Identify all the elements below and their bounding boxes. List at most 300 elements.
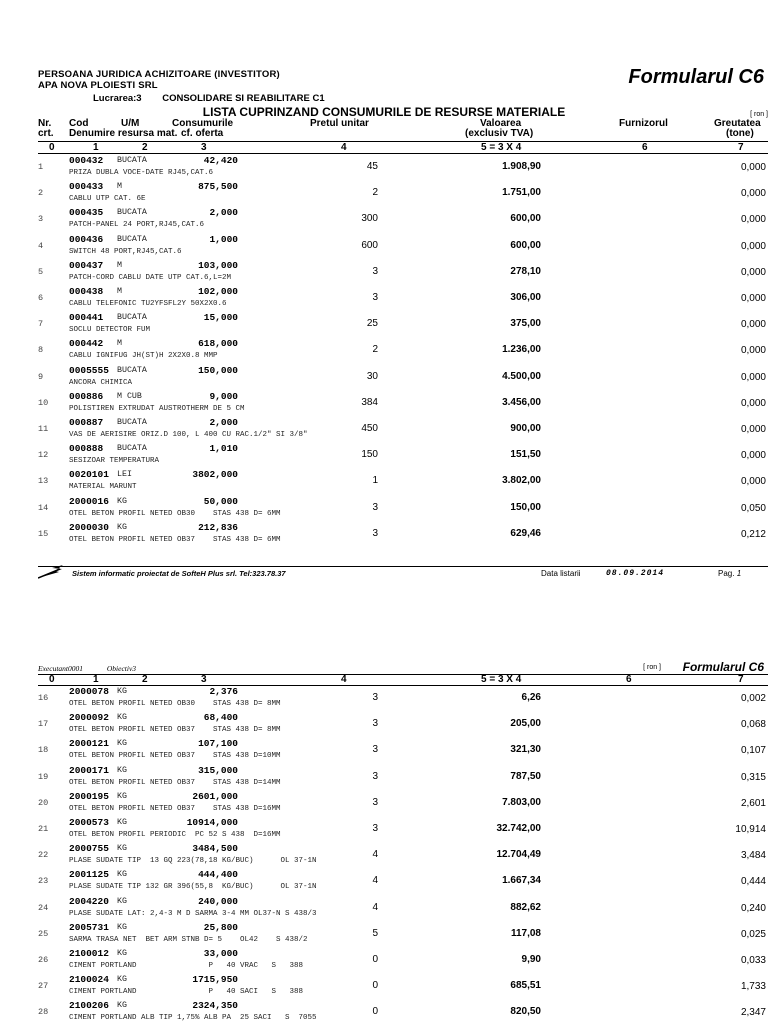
col-num-5: 5 = 3 X 4 (481, 674, 522, 685)
quantity: 2601,000 (192, 790, 238, 802)
resource-description: CABLU IGNIFUG JH(ST)H 2X2X0.8 MMP (69, 352, 218, 361)
resource-description: OTEL BETON PROFIL NETED OB37 STAS 438 D= 6MM (69, 535, 281, 544)
table-row (0, 948, 768, 974)
resource-code: 2000121 (69, 738, 109, 750)
quantity: 10914,000 (186, 817, 238, 828)
unit-of-measure: BUCATA (117, 418, 147, 427)
col-num-3: 3 (201, 142, 207, 153)
weight: 0,000 (740, 397, 766, 409)
unit-of-measure: KG (117, 713, 127, 723)
weight: 0,025 (740, 928, 766, 940)
unit-of-measure: M (117, 182, 122, 192)
weight: 0,000 (740, 424, 766, 435)
resource-code: 2000195 (69, 790, 109, 802)
weight: 2,601 (740, 797, 766, 809)
resource-code: 2100012 (69, 948, 109, 959)
row-number: 19 (38, 771, 49, 782)
table-row (0, 686, 768, 712)
row-number: 5 (38, 266, 44, 277)
quantity: 15,000 (203, 312, 238, 324)
resource-description: PATCH-PANEL 24 PORT,RJ45,CAT.6 (69, 221, 205, 230)
col-num-0: 0 (49, 674, 55, 685)
quantity: 50,000 (203, 495, 238, 507)
unit-price: 3 (372, 501, 378, 513)
resource-code: 000887 (69, 417, 104, 428)
resource-code: 000438 (69, 286, 104, 297)
unit-of-measure: KG (117, 687, 127, 696)
resource-code: 2000171 (69, 764, 109, 776)
resource-code: 000888 (69, 443, 104, 455)
value: 1.236,00 (502, 344, 541, 356)
resource-code: 000436 (69, 233, 104, 245)
col-valoarea: Valoarea (480, 118, 522, 129)
quantity: 1,010 (209, 443, 238, 455)
col-num-1: 1 (93, 142, 99, 153)
arrow-logo-icon (38, 565, 64, 579)
col-num-4: 4 (341, 142, 347, 153)
resource-description: OTEL BETON PROFIL NETED OB37 STAS 438 D=14MM (69, 778, 281, 787)
unit-price: 0 (372, 980, 378, 992)
unit-price: 3 (372, 718, 378, 730)
obiectiv-label: Obiectiv3 (106, 664, 137, 673)
footer-page-label: Pag. (718, 569, 735, 578)
weight: 0,000 (740, 450, 766, 462)
quantity: 150,000 (198, 364, 238, 376)
unit-price: 0 (372, 954, 378, 965)
resource-description: CIMENT PORTLAND P 40 SACI S 388 (69, 988, 304, 997)
unit-price: 300 (361, 213, 378, 225)
resource-description: PRIZA DUBLA VOCE-DATE RJ45,CAT.6 (69, 169, 214, 177)
row-number: 27 (38, 981, 49, 992)
resource-description: CABLU UTP CAT. 6E (69, 195, 146, 204)
table-row (0, 286, 768, 312)
resource-description: SWITCH 48 PORT,RJ45,CAT.6 (69, 247, 182, 256)
unit-of-measure: KG (117, 975, 127, 985)
entity-name: APA NOVA PLOIESTI SRL (38, 80, 158, 91)
unit-price: 3 (372, 796, 378, 808)
resource-code: 2100024 (69, 974, 109, 986)
unit-of-measure: BUCATA (117, 208, 147, 218)
unit-of-measure: BUCATA (117, 156, 147, 165)
resource-description: OTEL BETON PROFIL NETED OB30 STAS 438 D= 8MM (69, 700, 281, 708)
quantity: 68,400 (203, 712, 238, 724)
value: 1.667,34 (502, 875, 541, 887)
page-2-meta (38, 664, 158, 673)
unit-of-measure: BUCATA (117, 313, 147, 323)
col-num-7: 7 (738, 142, 744, 153)
value: 820,50 (510, 1006, 541, 1018)
unit-price: 1 (372, 475, 378, 487)
unit-price: 4 (372, 901, 378, 913)
row-number: 16 (38, 693, 49, 703)
row-number: 3 (38, 214, 44, 225)
quantity: 1,000 (209, 233, 238, 245)
form-title: Formularul C6 (628, 66, 764, 88)
table-row (0, 896, 768, 922)
weight: 2,347 (740, 1007, 766, 1019)
footer-date-label: Data listarii (541, 569, 581, 578)
value: 6,26 (521, 692, 541, 703)
unit-of-measure: BUCATA (117, 444, 147, 454)
row-number: 20 (38, 797, 49, 808)
unit-price: 45 (366, 161, 378, 172)
table-row (0, 155, 768, 181)
unit-price: 150 (361, 449, 378, 461)
resource-code: 000433 (69, 181, 104, 193)
row-number: 22 (38, 850, 49, 861)
resource-description: OTEL BETON PROFIL NETED OB30 STAS 438 D= 6MM (69, 509, 281, 518)
footer-system-text: Sistem informatic proiectat de SofteH Plus srl. Tel:323.78.37 (72, 569, 286, 578)
weight: 0,000 (740, 214, 766, 226)
weight: 10,914 (735, 824, 766, 835)
table-row (0, 181, 768, 207)
page-2-currency: [ ron ] (643, 664, 661, 671)
resource-description: SOCLU DETECTOR FUM (69, 326, 151, 335)
weight: 0,000 (740, 345, 766, 357)
resource-code: 2000573 (69, 817, 109, 828)
row-number: 26 (38, 955, 49, 965)
unit-of-measure: KG (117, 739, 127, 749)
quantity: 1715,950 (192, 974, 238, 986)
table-row (0, 234, 768, 260)
weight: 0,000 (740, 266, 766, 278)
resource-description: PATCH-CORD CABLU DATE UTP CAT.6,L=2M (69, 273, 232, 282)
unit-price: 3 (372, 744, 378, 756)
weight: 0,240 (740, 902, 766, 914)
value: 306,00 (510, 292, 541, 303)
unit-price: 3 (372, 527, 378, 539)
resource-code: 000442 (69, 338, 104, 350)
value: 151,50 (510, 449, 541, 461)
quantity: 2,000 (209, 207, 238, 219)
quantity: 3484,500 (192, 843, 238, 855)
row-number: 28 (38, 1007, 49, 1018)
table-row (0, 469, 768, 495)
table-row (0, 522, 768, 548)
unit-price: 600 (361, 239, 378, 251)
unit-of-measure: KG (117, 844, 127, 854)
weight: 0,000 (740, 293, 766, 304)
value: 12.704,49 (496, 849, 541, 861)
resource-code: 000441 (69, 312, 104, 324)
quantity: 102,000 (198, 286, 238, 297)
row-number: 18 (38, 745, 49, 756)
unit-price: 450 (361, 423, 378, 434)
unit-of-measure: M (117, 260, 122, 270)
resource-description: CABLU TELEFONIC TU2YFSFL2Y 50X2X0.6 (69, 300, 227, 308)
quantity: 2,376 (209, 686, 238, 697)
unit-price: 2 (372, 344, 378, 356)
footer-divider (38, 566, 768, 567)
currency-label: [ ron ] (750, 111, 768, 118)
unit-price: 4 (372, 875, 378, 887)
resource-description: OTEL BETON PROFIL PERIODIC PC 52 S 438 D=16MM (69, 831, 281, 839)
unit-price: 25 (366, 318, 378, 330)
weight: 1,733 (740, 981, 766, 993)
row-number: 10 (38, 397, 49, 408)
resource-code: 2000092 (69, 712, 109, 724)
footer-date: 08.09.2014 (606, 569, 665, 578)
resource-description: VAS DE AERISIRE ORIZ.D 100, L 400 CU RAC.1/2" SI 3/8" (69, 431, 308, 439)
table-row (0, 843, 768, 869)
table-row (0, 260, 768, 286)
row-number: 9 (38, 371, 44, 382)
unit-price: 3 (372, 692, 378, 703)
quantity: 33,000 (203, 948, 238, 959)
weight: 0,000 (740, 476, 766, 488)
entity-label: PERSOANA JURIDICA ACHIZITOARE (INVESTITOR) (38, 69, 280, 80)
table-row (0, 817, 768, 843)
unit-of-measure: KG (117, 522, 127, 532)
table-row (0, 765, 768, 791)
page-2-form-title: Formularul C6 (682, 660, 764, 674)
row-number: 6 (38, 293, 44, 303)
col-greutatea: Greutatea (714, 118, 761, 129)
table-row (0, 922, 768, 948)
unit-of-measure: M (117, 287, 122, 296)
resource-code: 2100206 (69, 1000, 109, 1012)
quantity: 875,500 (198, 181, 238, 193)
footer-page (718, 569, 741, 578)
resource-description: OTEL BETON PROFIL NETED OB37 STAS 438 D=16MM (69, 804, 281, 813)
resource-code: 0005555 (69, 364, 109, 376)
document-title: LISTA CUPRINZAND CONSUMURILE DE RESURSE MATERIALE (202, 105, 566, 119)
resource-code: 000432 (69, 155, 104, 166)
resource-code: 000886 (69, 390, 104, 402)
table-row (0, 869, 768, 895)
unit-of-measure: KG (117, 896, 127, 906)
row-number: 4 (38, 240, 44, 251)
value: 787,50 (510, 770, 541, 782)
row-number: 13 (38, 476, 49, 487)
quantity: 107,100 (198, 738, 238, 750)
quantity: 444,400 (198, 869, 238, 881)
col-cf-oferta: cf. oferta (181, 128, 224, 139)
unit-price: 3 (372, 823, 378, 834)
col-num-7: 7 (738, 674, 744, 685)
weight: 0,107 (740, 745, 766, 757)
resource-description: OTEL BETON PROFIL NETED OB37 STAS 438 D= 8MM (69, 726, 281, 735)
resource-description: POLISTIREN EXTRUDAT AUSTROTHERM DE 5 CM (69, 404, 245, 413)
resource-code: 2000755 (69, 843, 109, 855)
table-row (0, 443, 768, 469)
weight: 3,484 (740, 850, 766, 862)
unit-price: 3 (372, 292, 378, 303)
unit-of-measure: KG (117, 791, 127, 801)
resource-code: 000437 (69, 259, 104, 271)
row-number: 2 (38, 188, 44, 199)
col-consumurile: Consumurile (172, 118, 234, 129)
quantity: 3802,000 (192, 469, 238, 481)
unit-of-measure: M (117, 339, 122, 349)
unit-of-measure: M CUB (117, 391, 142, 401)
unit-price: 5 (372, 927, 378, 939)
table-row (0, 391, 768, 417)
resource-code: 2000030 (69, 521, 109, 533)
resource-code: 2000078 (69, 686, 109, 697)
value: 150,00 (510, 501, 541, 513)
value: 375,00 (510, 318, 541, 330)
resource-description: MATERIAL MARUNT (69, 483, 137, 492)
col-num-2: 2 (142, 142, 148, 153)
lucrarea-name: CONSOLIDARE SI REABILITARE C1 (162, 93, 325, 104)
resource-description: SESIZOAR TEMPERATURA (69, 457, 160, 466)
row-number: 12 (38, 450, 49, 461)
value: 3.456,00 (502, 396, 541, 408)
row-number: 7 (38, 319, 44, 330)
col-num-5: 5 = 3 X 4 (481, 142, 522, 153)
weight: 0,000 (740, 162, 766, 173)
resource-description: PLASE SUDATE TIP 132 GR 396(55,8 KG/BUC) OL 37-1N (69, 883, 317, 892)
col-num-0: 0 (49, 142, 55, 153)
resource-description: PLASE SUDATE TIP 13 GQ 223(78,18 KG/BUC) OL 37-1N (69, 857, 317, 866)
unit-of-measure: BUCATA (117, 365, 147, 375)
col-num-6: 6 (626, 674, 632, 685)
unit-price: 3 (372, 265, 378, 277)
unit-of-measure: KG (117, 922, 127, 932)
table-row (0, 1000, 768, 1024)
value: 600,00 (510, 239, 541, 251)
value: 7.803,00 (502, 796, 541, 808)
lucrarea (93, 93, 343, 104)
weight: 0,068 (740, 719, 766, 731)
value: 3.802,00 (502, 475, 541, 487)
col-um: U/M (121, 118, 140, 129)
resource-code: 000435 (69, 207, 104, 219)
row-number: 15 (38, 528, 49, 539)
resource-description: ANCORA CHIMICA (69, 378, 133, 387)
table-row (0, 712, 768, 738)
unit-of-measure: BUCATA (117, 234, 147, 244)
divider (38, 153, 768, 154)
quantity: 2,000 (209, 417, 238, 428)
value: 321,30 (510, 744, 541, 756)
table-row (0, 417, 768, 443)
resource-code: 2001125 (69, 869, 109, 881)
unit-price: 30 (366, 370, 378, 382)
row-number: 11 (38, 424, 49, 434)
footer-page-number: 1 (736, 569, 742, 578)
weight: 0,212 (740, 528, 766, 540)
col-nr: Nr. (38, 118, 52, 129)
value: 4.500,00 (502, 370, 541, 382)
unit-of-measure: LEI (117, 470, 132, 480)
table-row (0, 207, 768, 233)
row-number: 24 (38, 902, 49, 913)
unit-price: 2 (372, 187, 378, 199)
row-number: 25 (38, 928, 49, 939)
lucrarea-label: Lucrarea:3 (93, 93, 142, 104)
resource-code: 2000016 (69, 495, 109, 507)
weight: 0,315 (740, 771, 766, 783)
col-furnizorul: Furnizorul (619, 118, 668, 129)
table-row (0, 338, 768, 364)
quantity: 618,000 (198, 338, 238, 350)
unit-price: 3 (372, 770, 378, 782)
value: 1.751,00 (502, 187, 541, 199)
col-num-1: 1 (93, 674, 99, 685)
quantity: 103,000 (198, 259, 238, 271)
unit-price: 384 (361, 396, 378, 408)
quantity: 42,420 (203, 155, 238, 166)
resource-description: SARMA TRASA NET BET ARM STNB D= 5 OL42 S 438/2 (69, 935, 308, 944)
value: 685,51 (510, 980, 541, 992)
col-num-6: 6 (642, 142, 648, 153)
resource-code: 0020101 (69, 469, 109, 481)
row-number: 1 (38, 162, 44, 172)
quantity: 315,000 (198, 764, 238, 776)
unit-of-measure: KG (117, 949, 127, 958)
col-exclusiv-tva: (exclusiv TVA) (465, 128, 534, 139)
resource-code: 2005731 (69, 921, 109, 933)
quantity: 2324,350 (192, 1000, 238, 1012)
table-row (0, 738, 768, 764)
quantity: 240,000 (198, 895, 238, 907)
value: 117,08 (510, 927, 541, 939)
value: 1.908,90 (502, 161, 541, 172)
value: 9,90 (521, 954, 541, 965)
weight: 0,000 (740, 188, 766, 200)
executant-label: Executant0001 (38, 664, 83, 673)
resource-description: PLASE SUDATE LAT: 2,4-3 M D SARMA 3-4 MM OL37-N S 438/3 (69, 909, 317, 918)
unit-of-measure: KG (117, 870, 127, 880)
value: 32.742,00 (496, 823, 541, 834)
table-row (0, 974, 768, 1000)
value: 600,00 (510, 213, 541, 225)
value: 629,46 (510, 527, 541, 539)
table-row (0, 365, 768, 391)
col-num-3: 3 (201, 674, 207, 685)
resource-code: 2004220 (69, 895, 109, 907)
col-num-2: 2 (142, 674, 148, 685)
resource-description: CIMENT PORTLAND P 40 VRAC S 388 (69, 962, 304, 970)
weight: 0,000 (740, 319, 766, 331)
resource-description: OTEL BETON PROFIL NETED OB37 STAS 438 D=10MM (69, 752, 281, 761)
col-pret-unitar: Pretul unitar (310, 118, 369, 129)
row-number: 17 (38, 719, 49, 730)
unit-price: 0 (372, 1006, 378, 1018)
row-number: 23 (38, 876, 49, 887)
col-num-4: 4 (341, 674, 347, 685)
resource-description: CIMENT PORTLAND ALB TIP 1,75% ALB PA 25 SACI S 7055 (69, 1014, 317, 1023)
weight: 0,033 (740, 955, 766, 966)
unit-of-measure: KG (117, 496, 127, 506)
quantity: 9,000 (209, 390, 238, 402)
page-2 (0, 660, 768, 1024)
weight: 0,002 (740, 693, 766, 704)
value: 205,00 (510, 718, 541, 730)
row-number: 21 (38, 824, 49, 834)
weight: 0,000 (740, 240, 766, 252)
col-crt: crt. (38, 128, 54, 139)
weight: 0,444 (740, 876, 766, 888)
col-denumire: Denumire resursa mat. (69, 128, 178, 139)
col-cod: Cod (69, 118, 89, 129)
table-row (0, 312, 768, 338)
row-number: 8 (38, 345, 44, 356)
weight: 0,000 (740, 371, 766, 383)
value: 882,62 (510, 901, 541, 913)
col-tone: (tone) (726, 128, 754, 139)
unit-of-measure: KG (117, 818, 127, 827)
table-row (0, 791, 768, 817)
row-number: 14 (38, 502, 49, 513)
unit-of-measure: KG (117, 1001, 127, 1011)
value: 900,00 (510, 423, 541, 434)
unit-of-measure: KG (117, 765, 127, 775)
unit-price: 4 (372, 849, 378, 861)
quantity: 25,800 (203, 921, 238, 933)
